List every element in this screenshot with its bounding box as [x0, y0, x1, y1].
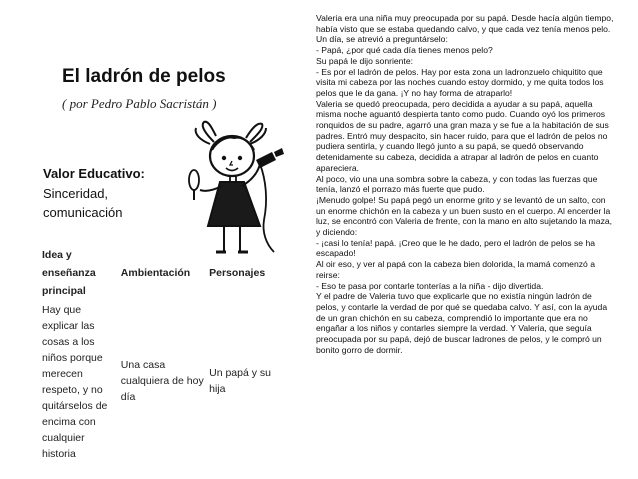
valor-educativo-values — [43, 184, 193, 222]
story-text — [316, 13, 616, 356]
table-header-row — [40, 246, 280, 300]
girl-with-hairdryer-icon — [186, 120, 286, 262]
story-paragraph: Al oir eso, y ver al papá con la cabeza bien dolorida, la mamá comenzó a reirse: — [316, 259, 595, 280]
valor-line: comunicación — [43, 205, 123, 220]
story-author: ( por Pedro Pablo Sacristán ) — [62, 96, 217, 111]
story-paragraph: - Papá, ¿por qué cada día tienes menos pelo? — [316, 45, 493, 56]
story-paragraph: Al poco, vio una una sombra sobre la cabeza, y con todas las fuerzas que tenía, lanzó el porrazo más fuerte que pudo. — [316, 173, 598, 195]
story-title: El ladrón de pelos — [62, 66, 226, 87]
header-ambientacion: Ambientación — [120, 267, 191, 279]
story-paragraph: ¡Menudo golpe! Su papá pegó un enorme grito y se levantó de un salto, con un enorme chichón en la cabeza y un buen susto en el cuerpo. Al encerder la luz, se encontró con Valeria de frente, con la mano en alto sujetando la maza, y diciendo: — [316, 194, 613, 238]
cell-ambientacion: Una casa cualquiera de hoy día — [120, 359, 204, 403]
cell-idea: Hay que explicar las cosas a los niños porque merecen respeto, y no quitárselos de encima con cualquier historia — [42, 304, 108, 460]
story-paragraph: Valeria se quedó preocupada, pero decidida a ayudar a su papá, aquella misma noche aguantó despierta tanto como pudo. Cuando oyó los primeros ronquidos de su padre, agarró una gran maza y se fue a la habitación de sus padres. Entró muy despacito, sin hacer ruido, para que el ladrón de pelos no pudiera sentirla, y cuando llegó junto a su papá, se quedó observando detenidamente su cabeza, decidida a atrapar al ladrón de pelos en cuanto apareciera. — [316, 98, 609, 173]
story-paragraph: Valeria era una niña muy preocupada por su papá. Desde hacía algún tiempo, había visto que se estaba quedando calvo, y que cada vez tenía menos pelo. Un día, se atrevió a preguntárselo: — [316, 13, 614, 45]
story-paragraph: - ¡casi lo tenía! papá. ¡Creo que le he dado, pero el ladrón de pelos se ha escapado! — [316, 237, 595, 259]
cell-personajes: Un papá y su hija — [209, 367, 271, 395]
story-paragraph: - Es por el ladrón de pelos. Hay por esta zona un ladronzuelo chiquitito que visita mi cabeza por las noches cuando estoy dormido, y me quita todos los pelos que le da gana. ¡Y no hay forma de atraparlo! — [316, 66, 604, 98]
story-summary-table — [40, 246, 280, 462]
story-paragraph: Y el padre de Valeria tuvo que explicarle que no existía ningún ladrón de pelos, y contarle la verdad de por qué se quedaba calvo. Y así, con la ayuda de un gran chichón en su cabeza, comprendió lo importante que era no engañar a los niños y contarles siempre la verdad. Y Valeria, que seguía preocupada por su papá, dejó de buscar ladrones de pelos, y le compró un bonito gorro de dormir. — [316, 291, 608, 355]
header-idea: Idea y enseñanza principal — [42, 249, 96, 297]
header-personajes: Personajes — [209, 267, 266, 279]
story-paragraph: Su papá le dijo sonriente: — [316, 55, 413, 66]
valor-educativo-label: Valor Educativo: — [43, 166, 145, 181]
story-paragraph: - Eso te pasa por contarle tonterías a la niña - dijo divertida. — [316, 280, 544, 291]
table-row — [40, 300, 280, 462]
valor-line: Sinceridad, — [43, 186, 109, 201]
